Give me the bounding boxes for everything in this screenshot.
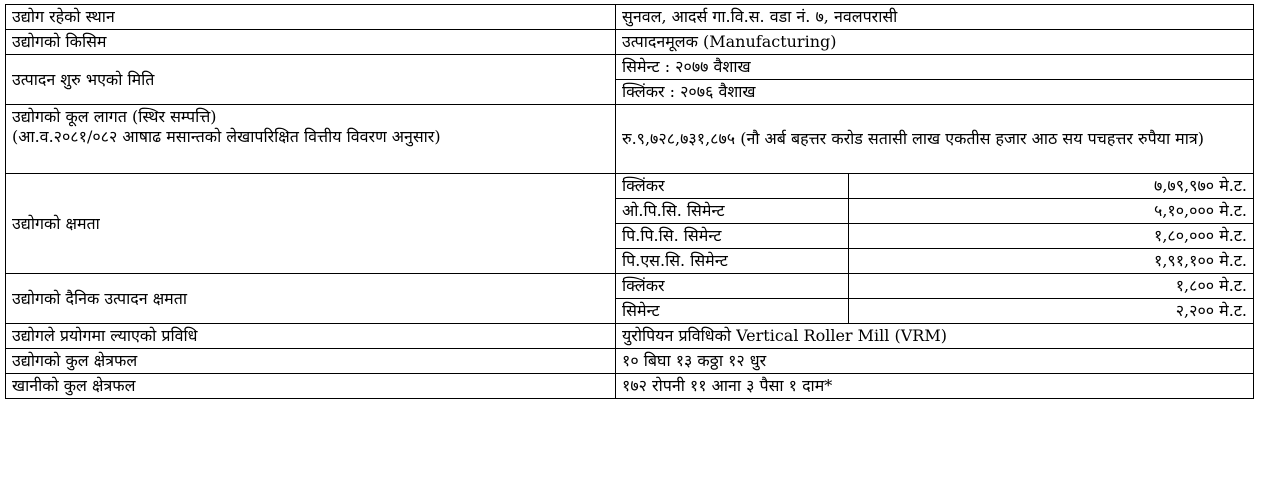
table-row (6, 349, 1254, 374)
capacity-item-name: पि.एस.सि. सिमेन्ट (616, 249, 849, 274)
area-value: १० बिघा १३ कठ्ठा १२ धुर (616, 349, 1254, 374)
table-row (6, 5, 1254, 30)
capacity-item-value: ५,१०,००० मे.ट. (849, 199, 1254, 224)
table-row (6, 324, 1254, 349)
table-row (6, 274, 1254, 299)
location-label: उद्योग रहेको स्थान (6, 5, 616, 30)
table-row (6, 174, 1254, 199)
capacity-item-name: क्लिंकर (616, 174, 849, 199)
capacity-item-value: ७,७९,९७० मे.ट. (849, 174, 1254, 199)
technology-value: युरोपियन प्रविधिको Vertical Roller Mill (VRM) (616, 324, 1254, 349)
daily-capacity-item-value: १,८०० मे.ट. (849, 274, 1254, 299)
table-row (6, 374, 1254, 399)
table-row (6, 55, 1254, 80)
industry-info-table (5, 4, 1254, 399)
capacity-label: उद्योगको क्षमता (6, 174, 616, 274)
capacity-item-name: पि.पि.सि. सिमेन्ट (616, 224, 849, 249)
capacity-item-value: १,९१,१०० मे.ट. (849, 249, 1254, 274)
total-cost-label-line1: उद्योगको कूल लागत (स्थिर सम्पत्ति) (12, 107, 217, 126)
daily-capacity-label: उद्योगको दैनिक उत्पादन क्षमता (6, 274, 616, 324)
mine-area-label: खानीको कुल क्षेत्रफल (6, 374, 616, 399)
table-row (6, 105, 1254, 174)
technology-label: उद्योगले प्रयोगमा ल्याएको प्रविधि (6, 324, 616, 349)
daily-capacity-item-name: क्लिंकर (616, 274, 849, 299)
mine-area-value: १७२ रोपनी ११ आना ३ पैसा १ दाम* (616, 374, 1254, 399)
location-value: सुनवल, आदर्स गा.वि.स. वडा नं. ७, नवलपरासी (616, 5, 1254, 30)
total-cost-value: रु.९,७२८,७३१,८७५ (नौ अर्ब बहत्तर करोड सतासी लाख एकतीस हजार आठ सय पचहत्तर रुपैया मात्र) (616, 105, 1254, 174)
total-cost-label (6, 105, 616, 174)
start-date-label: उत्पादन शुरु भएको मिति (6, 55, 616, 105)
start-date-clinker: क्लिंकर : २०७६ वैशाख (616, 80, 1254, 105)
table-row (6, 30, 1254, 55)
total-cost-label-line2: (आ.व.२०८१/०८२ आषाढ मसान्तको लेखापरिक्षित वित्तीय विवरण अनुसार) (12, 127, 441, 146)
area-label: उद्योगको कुल क्षेत्रफल (6, 349, 616, 374)
capacity-item-value: १,८०,००० मे.ट. (849, 224, 1254, 249)
daily-capacity-item-name: सिमेन्ट (616, 299, 849, 324)
type-label: उद्योगको किसिम (6, 30, 616, 55)
capacity-item-name: ओ.पि.सि. सिमेन्ट (616, 199, 849, 224)
start-date-cement: सिमेन्ट : २०७७ वैशाख (616, 55, 1254, 80)
type-value: उत्पादनमूलक (Manufacturing) (616, 30, 1254, 55)
daily-capacity-item-value: २,२०० मे.ट. (849, 299, 1254, 324)
